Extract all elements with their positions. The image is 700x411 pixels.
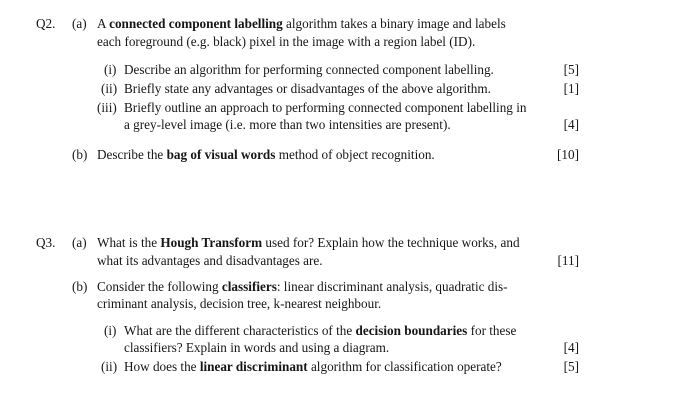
q3b-label: (b) bbox=[72, 279, 88, 294]
q2a-ii-marks: [1] bbox=[563, 81, 579, 96]
q2a-ii-label: (ii) bbox=[101, 81, 118, 96]
q3b-ii-marks: [5] bbox=[563, 359, 579, 374]
q3b-ii-label: (ii) bbox=[101, 359, 118, 374]
q2a-iii-marks: [4] bbox=[563, 117, 579, 132]
q3-number: Q3. bbox=[36, 235, 56, 250]
q3a-line1: What is the Hough Transform used for? Explain how the technique works, and bbox=[97, 235, 520, 250]
q2a-i-text: Describe an algorithm for performing connected component labelling. bbox=[124, 62, 494, 77]
q2a-ii-text: Briefly state any advantages or disadvantages of the above algorithm. bbox=[124, 81, 491, 96]
q2a-i-label: (i) bbox=[104, 62, 117, 77]
q2a-iii-text: Briefly outline an approach to performing connected component labelling in bbox=[124, 100, 527, 115]
q2b-marks: [10] bbox=[557, 147, 579, 162]
q2a-label: (a) bbox=[72, 16, 87, 31]
q3b-i-text2: classifiers? Explain in words and using a diagram. bbox=[124, 340, 390, 355]
q2a-iii-text2: a grey-level image (i.e. more than two intensities are present). bbox=[124, 117, 451, 132]
q3a-line2: what its advantages and disadvantages are. bbox=[97, 253, 323, 268]
q3b-line1: Consider the following classifiers: linear discriminant analysis, quadratic dis- bbox=[97, 279, 508, 294]
q2a-line2: each foreground (e.g. black) pixel in the image with a region label (ID). bbox=[97, 34, 476, 49]
q3b-ii-text: How does the linear discriminant algorithm for classification operate? bbox=[124, 359, 502, 374]
q2b-label: (b) bbox=[72, 147, 88, 162]
q2a-i-marks: [5] bbox=[563, 62, 579, 77]
q3a-marks: [11] bbox=[557, 253, 579, 268]
q2b-text: Describe the bag of visual words method of object recognition. bbox=[97, 147, 435, 162]
q2a-line1: A connected component labelling algorithm takes a binary image and labels bbox=[97, 16, 506, 31]
q3a-label: (a) bbox=[72, 235, 87, 250]
q2a-iii-label: (iii) bbox=[97, 100, 117, 115]
q2-number: Q2. bbox=[36, 16, 56, 31]
q3b-i-marks: [4] bbox=[563, 340, 579, 355]
q3b-i-text: What are the different characteristics of the decision boundaries for these bbox=[124, 323, 517, 338]
q3b-line2: criminant analysis, decision tree, k-nearest neighbour. bbox=[97, 296, 382, 311]
q3b-i-label: (i) bbox=[104, 323, 117, 338]
